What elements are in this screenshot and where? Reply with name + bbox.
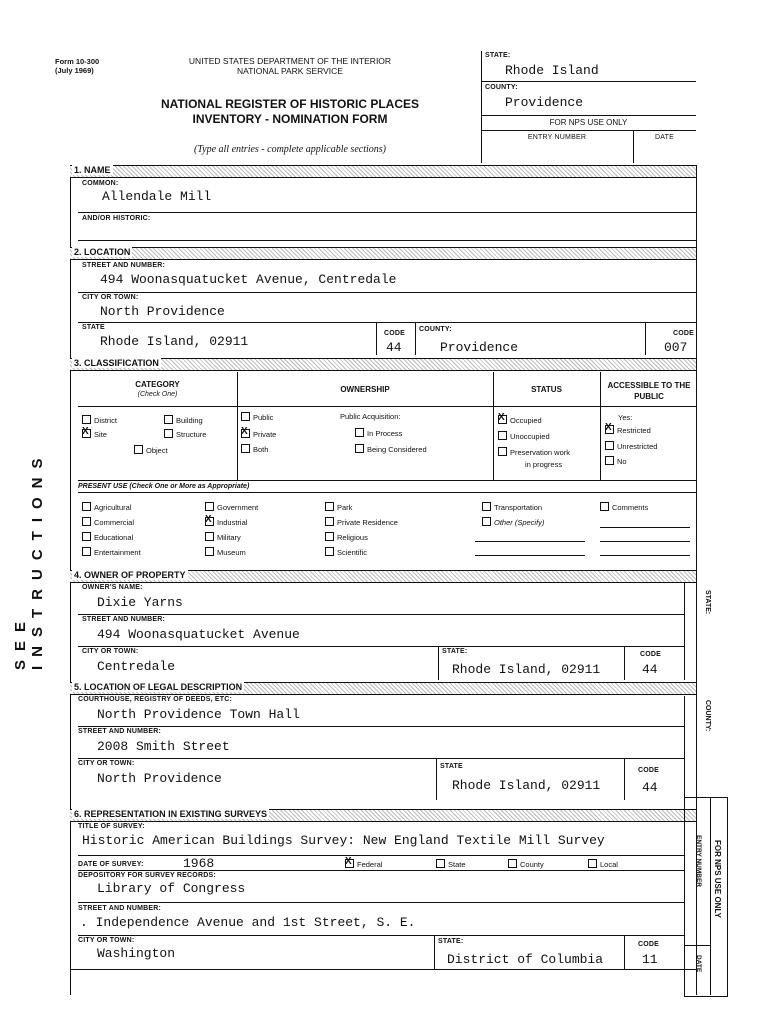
checkbox-private[interactable] <box>241 429 250 438</box>
department: UNITED STATES DEPARTMENT OF THE INTERIOR <box>188 56 392 66</box>
survey-local[interactable]: Local <box>588 859 618 869</box>
use-commercial[interactable]: Commercial <box>82 517 134 527</box>
loc-county: Providence <box>440 340 519 355</box>
checkbox-other[interactable] <box>482 517 491 526</box>
common-label: COMMON: <box>82 180 119 187</box>
survey-street: . Independence Avenue and 1st Street, S. E. <box>80 915 416 930</box>
legal-street-label: STREET AND NUMBER: <box>78 728 162 735</box>
legal-street: 2008 Smith Street <box>97 739 230 754</box>
checkbox-building[interactable] <box>164 415 173 424</box>
survey-title-label: TITLE OF SURVEY: <box>78 823 145 830</box>
status-in-progress-label: in progress <box>525 460 563 469</box>
public-acquisition-label: Public Acquisition: <box>340 412 401 421</box>
date-label: DATE <box>655 134 674 141</box>
nps-use-label: FOR NPS USE ONLY <box>549 118 628 127</box>
owner-name: Dixie Yarns <box>97 595 183 610</box>
survey-code: 11 <box>642 952 658 967</box>
section-classification-header: 3. CLASSIFICATION <box>70 358 696 371</box>
checkbox-both[interactable] <box>241 444 250 453</box>
section-owner-header: 4. OWNER OF PROPERTY <box>70 570 696 583</box>
checkbox-in-process[interactable] <box>355 428 364 437</box>
court-label: COURTHOUSE, REGISTRY OF DEEDS, ETC: <box>78 696 233 703</box>
checkbox-government[interactable] <box>205 502 214 511</box>
ownership-label: OWNERSHIP <box>340 385 390 394</box>
survey-county[interactable]: County <box>508 859 544 869</box>
owner-side-state: STATE: <box>704 590 711 615</box>
checkbox-military[interactable] <box>205 532 214 541</box>
county-value: Providence <box>505 95 584 110</box>
depository-label: DEPOSITORY FOR SURVEY RECORDS: <box>78 872 216 879</box>
form-date: (July 1969) <box>55 66 94 75</box>
use-agricultural[interactable]: Agricultural <box>82 502 132 512</box>
checkbox-state[interactable] <box>436 859 445 868</box>
own-both[interactable]: Both <box>241 444 268 454</box>
section-name-header: 1. NAME <box>70 165 696 178</box>
checkbox-transportation[interactable] <box>482 502 491 511</box>
side-nps-use-only: FOR NPS USE ONLY <box>713 840 722 918</box>
state-label: STATE: <box>485 52 511 59</box>
use-industrial[interactable]: XIndustrial <box>205 517 247 527</box>
checkbox-educational[interactable] <box>82 532 91 541</box>
accessible-label: ACCESSIBLE TO THE PUBLIC <box>607 381 691 401</box>
checkbox-structure[interactable] <box>164 429 173 438</box>
cat-building[interactable]: Building <box>164 415 203 425</box>
see-instructions-side: SEE INSTRUCTIONS <box>12 449 46 670</box>
owner-code-label: CODE <box>640 651 662 658</box>
side-date: DATE <box>695 955 702 973</box>
checkbox-site[interactable] <box>82 429 91 438</box>
owner-street-label: STREET AND NUMBER: <box>82 616 166 623</box>
checkbox-scientific[interactable] <box>325 547 334 556</box>
survey-street-label: STREET AND NUMBER: <box>78 905 162 912</box>
cat-district[interactable]: District <box>82 415 117 425</box>
access-yes-label: Yes: <box>618 413 633 422</box>
survey-federal[interactable]: X Federal <box>345 859 382 869</box>
use-other[interactable]: Other (Specify) <box>482 517 544 527</box>
survey-state[interactable]: State <box>436 859 466 869</box>
section-surveys-header: 6. REPRESENTATION IN EXISTING SURVEYS <box>70 809 696 822</box>
checkbox-entertainment[interactable] <box>82 547 91 556</box>
survey-state-value: District of Columbia <box>447 952 604 967</box>
loc-county-label: COUNTY: <box>419 326 452 333</box>
use-museum[interactable]: Museum <box>205 547 246 557</box>
checkbox-industrial[interactable] <box>205 517 214 526</box>
form-title-2: INVENTORY - NOMINATION FORM <box>192 112 388 126</box>
acq-in-process[interactable]: In Process <box>355 428 402 438</box>
common-name: Allendale Mill <box>102 189 212 204</box>
checkbox-commercial[interactable] <box>82 517 91 526</box>
owner-name-label: OWNER'S NAME: <box>82 584 143 591</box>
legal-state-label: STATE <box>440 763 463 770</box>
legal-city: North Providence <box>97 771 222 786</box>
loc-city: North Providence <box>100 304 225 319</box>
survey-date-label: DATE OF SURVEY: <box>78 861 144 868</box>
service: NATIONAL PARK SERVICE <box>237 66 343 76</box>
loc-county-code-label: CODE <box>673 330 695 337</box>
own-private[interactable]: XPrivate <box>241 429 276 439</box>
use-private-residence[interactable]: Private Residence <box>325 517 398 527</box>
checkbox-park[interactable] <box>325 502 334 511</box>
use-military[interactable]: Military <box>205 532 241 542</box>
survey-date: 1968 <box>183 856 215 871</box>
category-label: CATEGORY <box>135 380 180 389</box>
status-occupied[interactable]: XOccupied <box>498 415 542 425</box>
loc-code-label: CODE <box>384 330 406 337</box>
owner-state-label: STATE: <box>442 648 468 655</box>
survey-city: Washington <box>97 946 176 961</box>
instructions-note: (Type all entries - complete applicable sections) <box>194 144 386 155</box>
checkbox-preservation[interactable] <box>498 447 507 456</box>
use-comments[interactable]: Comments <box>600 502 648 512</box>
legal-code: 44 <box>642 780 658 795</box>
status-unoccupied[interactable]: Unoccupied <box>498 431 550 441</box>
own-public[interactable]: Public <box>241 412 273 422</box>
checkbox-religious[interactable] <box>325 532 334 541</box>
owner-city: Centredale <box>97 659 176 674</box>
owner-city-label: CITY OR TOWN: <box>82 648 139 655</box>
form-number: Form 10-300 <box>55 57 100 66</box>
survey-code-label: CODE <box>638 941 660 948</box>
checkbox-object[interactable] <box>134 445 143 454</box>
loc-street: 494 Woonasquatucket Avenue, Centredale <box>100 272 397 287</box>
survey-title: Historic American Buildings Survey: New England Textile Mill Survey <box>82 833 605 848</box>
access-no[interactable]: No <box>605 456 627 466</box>
use-transportation[interactable]: Transportation <box>482 502 542 512</box>
use-entertainment[interactable]: Entertainment <box>82 547 141 557</box>
historic-label: AND/OR HISTORIC: <box>82 215 151 222</box>
loc-street-label: STREET AND NUMBER: <box>82 262 166 269</box>
checkbox-local[interactable] <box>588 859 597 868</box>
status-preservation[interactable]: Preservation work <box>498 447 570 457</box>
loc-city-label: CITY OR TOWN: <box>82 294 139 301</box>
survey-city-label: CITY OR TOWN: <box>78 937 135 944</box>
legal-state: Rhode Island, 02911 <box>452 778 601 793</box>
legal-side-county: COUNTY: <box>704 700 711 732</box>
use-educational[interactable]: Educational <box>82 532 133 542</box>
acq-being-considered[interactable]: Being Considered <box>355 444 427 454</box>
checkbox-agricultural[interactable] <box>82 502 91 511</box>
cat-site[interactable]: XSite <box>82 429 107 439</box>
present-use-label: PRESENT USE (Check One or More as Appropriate) <box>78 483 250 490</box>
checkbox-federal[interactable] <box>345 859 354 868</box>
state-value: Rhode Island <box>505 63 599 78</box>
checkbox-unrestricted[interactable] <box>605 441 614 450</box>
side-entry-number: ENTRY NUMBER <box>695 835 702 888</box>
court: North Providence Town Hall <box>97 707 300 722</box>
owner-code: 44 <box>642 662 658 677</box>
loc-code: 44 <box>386 340 402 355</box>
owner-street: 494 Woonasquatucket Avenue <box>97 627 300 642</box>
use-park[interactable]: Park <box>325 502 352 512</box>
use-scientific[interactable]: Scientific <box>325 547 367 557</box>
owner-state: Rhode Island, 02911 <box>452 662 601 677</box>
legal-city-label: CITY OR TOWN: <box>78 760 135 767</box>
checkbox-district[interactable] <box>82 415 91 424</box>
checkbox-comments[interactable] <box>600 502 609 511</box>
section-location-header: 2. LOCATION <box>70 247 696 260</box>
checkbox-no[interactable] <box>605 456 614 465</box>
use-government[interactable]: Government <box>205 502 258 512</box>
section-legal-header: 5. LOCATION OF LEGAL DESCRIPTION <box>70 682 696 695</box>
depository: Library of Congress <box>97 881 246 896</box>
checkbox-museum[interactable] <box>205 547 214 556</box>
checkbox-private-residence[interactable] <box>325 517 334 526</box>
use-religious[interactable]: Religious <box>325 532 368 542</box>
category-sub: (Check One) <box>137 391 178 398</box>
cat-object[interactable]: Object <box>134 445 168 455</box>
checkbox-being-considered[interactable] <box>355 444 364 453</box>
access-unrestricted[interactable]: Unrestricted <box>605 441 657 451</box>
entry-number-label: ENTRY NUMBER <box>527 134 587 141</box>
legal-code-label: CODE <box>638 767 660 774</box>
access-restricted[interactable]: XRestricted <box>605 425 651 435</box>
checkbox-public[interactable] <box>241 412 250 421</box>
loc-state-label: STATE <box>82 324 105 331</box>
loc-state: Rhode Island, 02911 <box>100 334 249 349</box>
checkbox-county[interactable] <box>508 859 517 868</box>
checkbox-unoccupied[interactable] <box>498 431 507 440</box>
cat-structure[interactable]: Structure <box>164 429 206 439</box>
county-label: COUNTY: <box>485 84 518 91</box>
form-title-1: NATIONAL REGISTER OF HISTORIC PLACES <box>160 97 420 111</box>
loc-county-code: 007 <box>664 340 688 355</box>
checkbox-occupied[interactable] <box>498 415 507 424</box>
survey-state-label: STATE: <box>438 938 464 945</box>
checkbox-restricted[interactable] <box>605 425 614 434</box>
status-label: STATUS <box>531 385 562 394</box>
